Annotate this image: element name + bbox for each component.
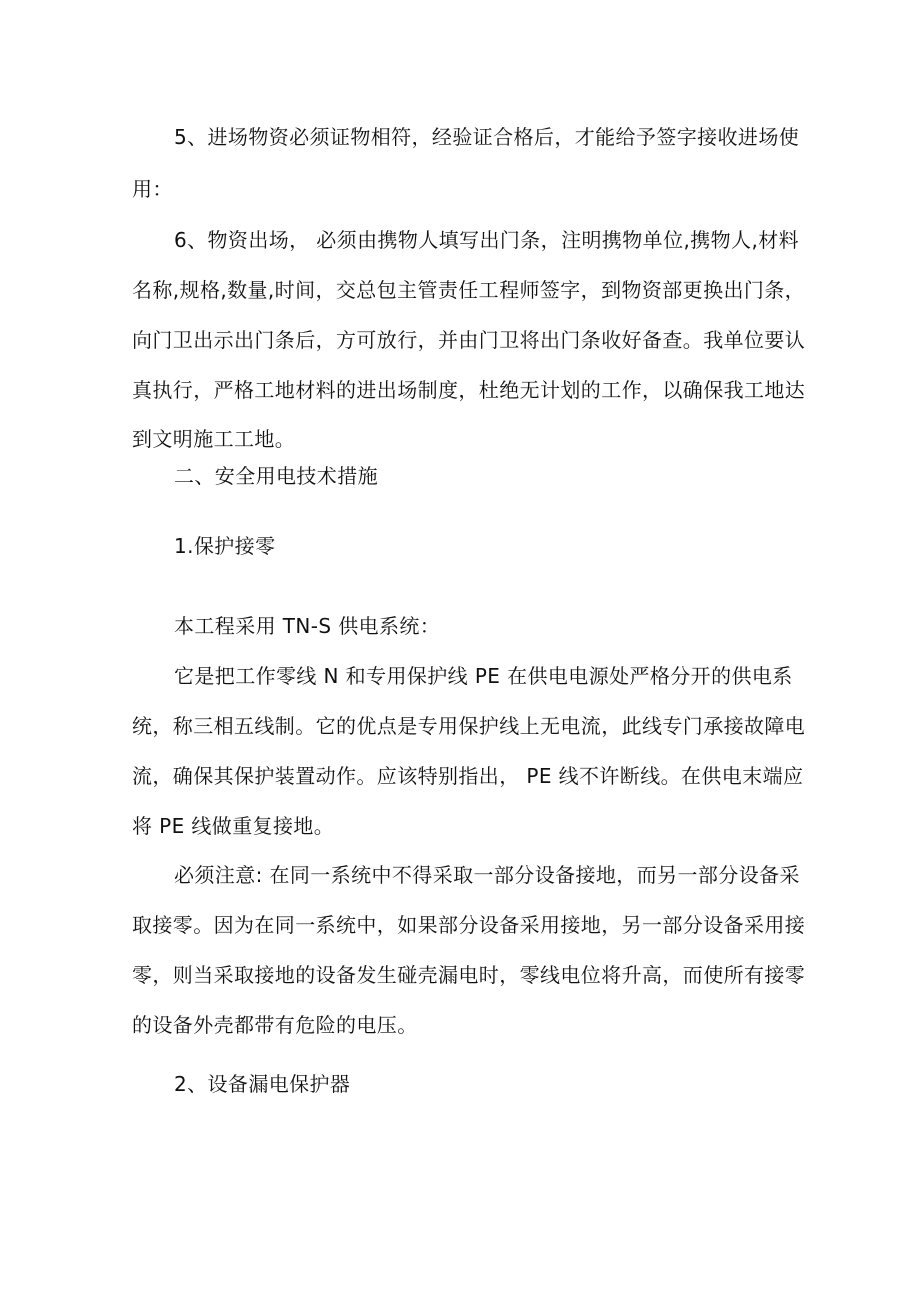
paragraph-line: 取接零。因为在同一系统中，如果部分设备采用接地，另一部分设备采用接	[132, 913, 806, 937]
paragraph-line: 5、进场物资必须证物相符，经验证合格后，才能给予签字接收进场使	[174, 125, 800, 149]
section-heading: 二、安全用电技术措施	[174, 464, 378, 488]
paragraph-line: 本工程采用 TN-S 供电系统：	[174, 614, 441, 638]
paragraph-line: 它是把工作零线 N 和专用保护线 PE 在供电电源处严格分开的供电系	[174, 664, 793, 688]
paragraph-line: 流，确保其保护装置动作。应该特别指出， PE 线不许断线。在供电末端应	[132, 764, 804, 788]
paragraph-line: 的设备外壳都带有危险的电压。	[132, 1013, 418, 1037]
paragraph-line: 零，则当采取接地的设备发生碰壳漏电时，零线电位将升高，而使所有接零	[132, 963, 806, 987]
paragraph-line: 必须注意: 在同一系统中不得采取一部分设备接地，而另一部分设备采	[174, 863, 800, 887]
paragraph-line: 名称,规格,数量,时间，交总包主管责任工程师签字，到物资部更换出门条，	[132, 278, 806, 302]
paragraph-line: 统，称三相五线制。它的优点是专用保护线上无电流，此线专门承接故障电	[132, 714, 806, 738]
paragraph-line: 6、物资出场， 必须由携物人填写出门条，注明携物单位,携物人,材料	[174, 228, 799, 252]
paragraph-line: 用：	[132, 177, 173, 201]
paragraph-line: 到文明施工工地。	[132, 427, 296, 451]
paragraph-line: 真执行，严格工地材料的进出场制度，杜绝无计划的工作，以确保我工地达	[132, 378, 806, 402]
paragraph-line: 向门卫出示出门条后，方可放行，并由门卫将出门条收好备查。我单位要认	[132, 328, 806, 352]
paragraph-line: 将 PE 线做重复接地。	[132, 814, 335, 838]
subsection-heading: 1.保护接零	[174, 534, 276, 558]
subsection-heading: 2、设备漏电保护器	[174, 1072, 351, 1096]
